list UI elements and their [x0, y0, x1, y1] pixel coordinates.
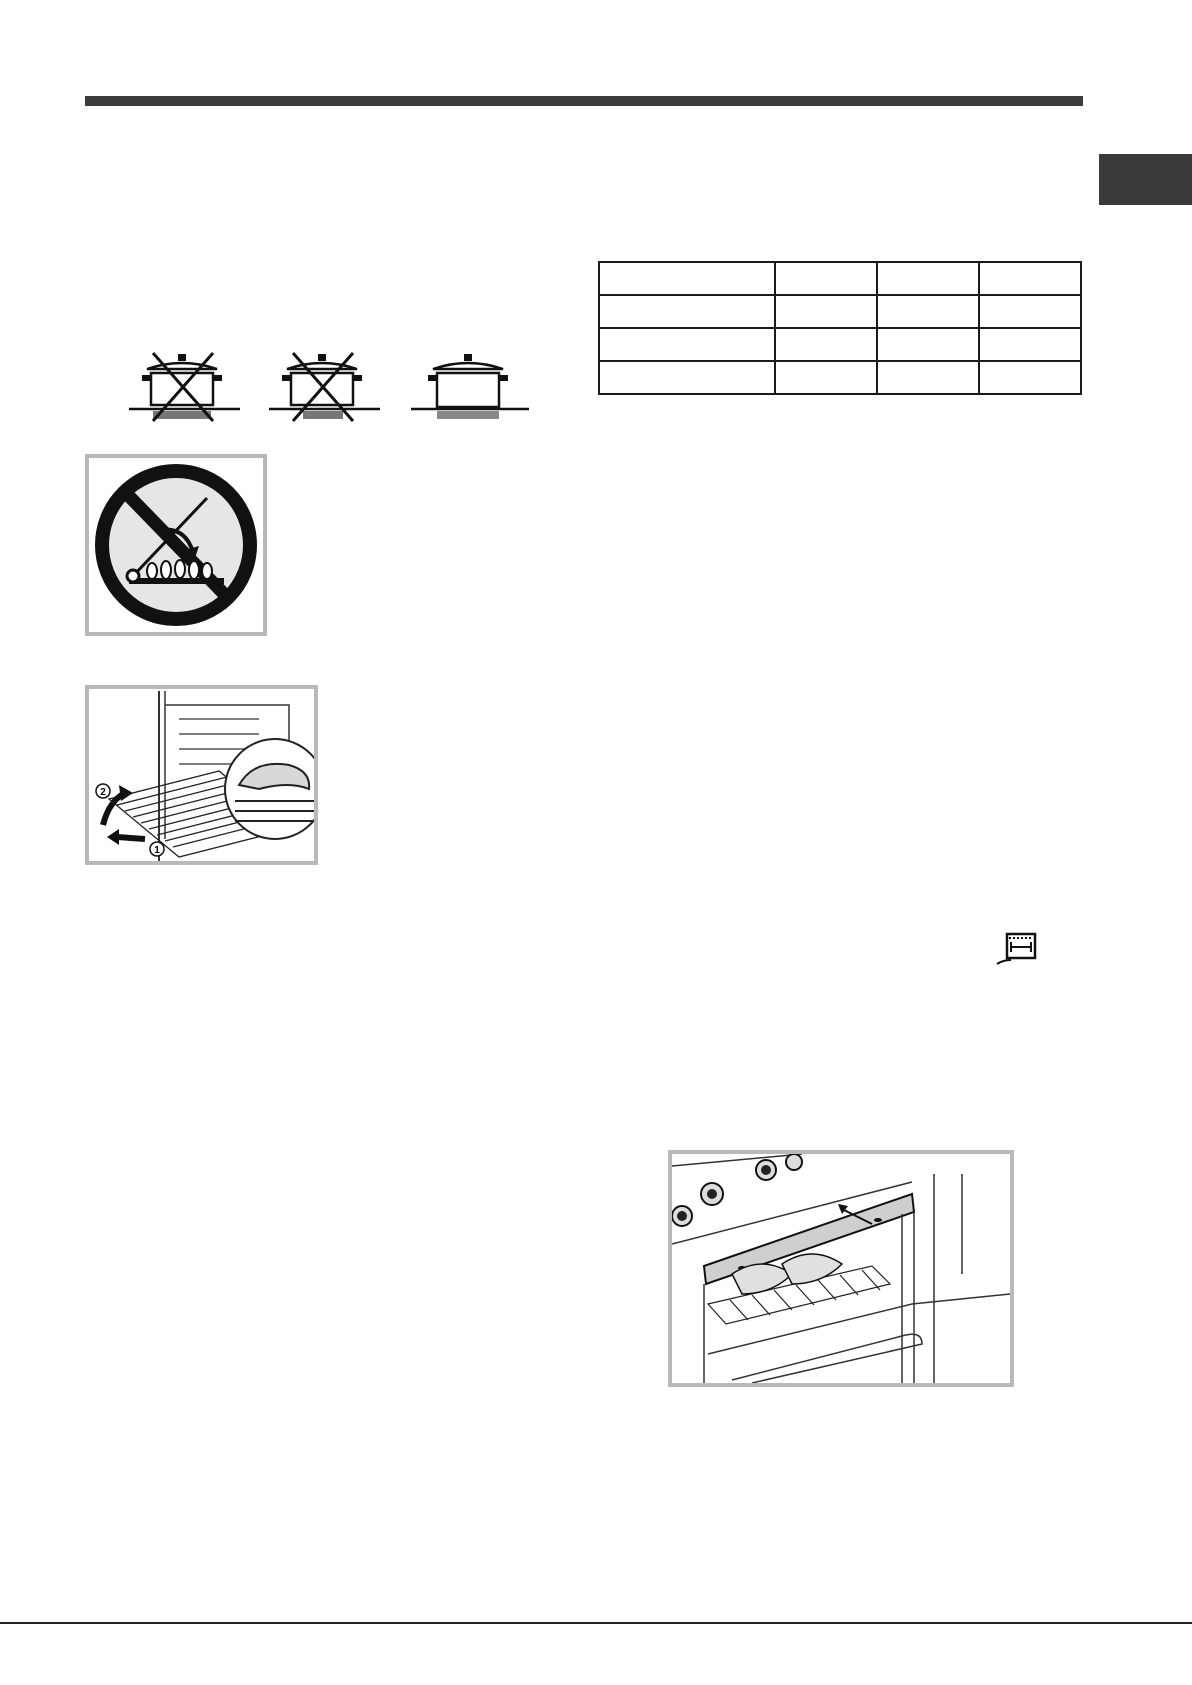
table-cell: [775, 328, 877, 361]
language-tab: [1099, 154, 1192, 205]
table-cell: [599, 262, 775, 295]
table-cell: [979, 262, 1081, 295]
table-row: [599, 262, 1081, 295]
table-cell: [877, 295, 979, 328]
header-rule: [85, 96, 1083, 106]
table-cell: [979, 295, 1081, 328]
step-1-label: 1: [154, 845, 160, 856]
crossed-pot-icon: [269, 353, 380, 421]
burner-diameter-table: [598, 261, 1082, 395]
step-2-label: 2: [100, 787, 106, 798]
oven-rack-illustration: [89, 689, 314, 861]
grill-icon: [995, 932, 1039, 968]
table-cell: [599, 361, 775, 394]
pot-icon: [411, 354, 529, 419]
table-row: [599, 361, 1081, 394]
oven-deflector-illustration: [672, 1154, 1010, 1383]
table-cell: [599, 295, 775, 328]
table-cell: [877, 262, 979, 295]
table-cell: [979, 361, 1081, 394]
table-cell: [775, 295, 877, 328]
no-flame-tilt-figure: [85, 454, 267, 636]
table-cell: [775, 361, 877, 394]
oven-deflector-figure: [668, 1150, 1014, 1387]
table-cell: [877, 328, 979, 361]
pot-placement-diagram: [125, 345, 535, 425]
table-row: [599, 328, 1081, 361]
rack-insertion-figure: [85, 685, 318, 865]
table-cell: [599, 328, 775, 361]
footer-rule: [0, 1622, 1192, 1624]
prohibited-flame-icon: [89, 458, 263, 632]
crossed-pot-icon: [129, 353, 240, 421]
table-cell: [979, 328, 1081, 361]
table-cell: [775, 262, 877, 295]
table-cell: [877, 361, 979, 394]
table-row: [599, 295, 1081, 328]
